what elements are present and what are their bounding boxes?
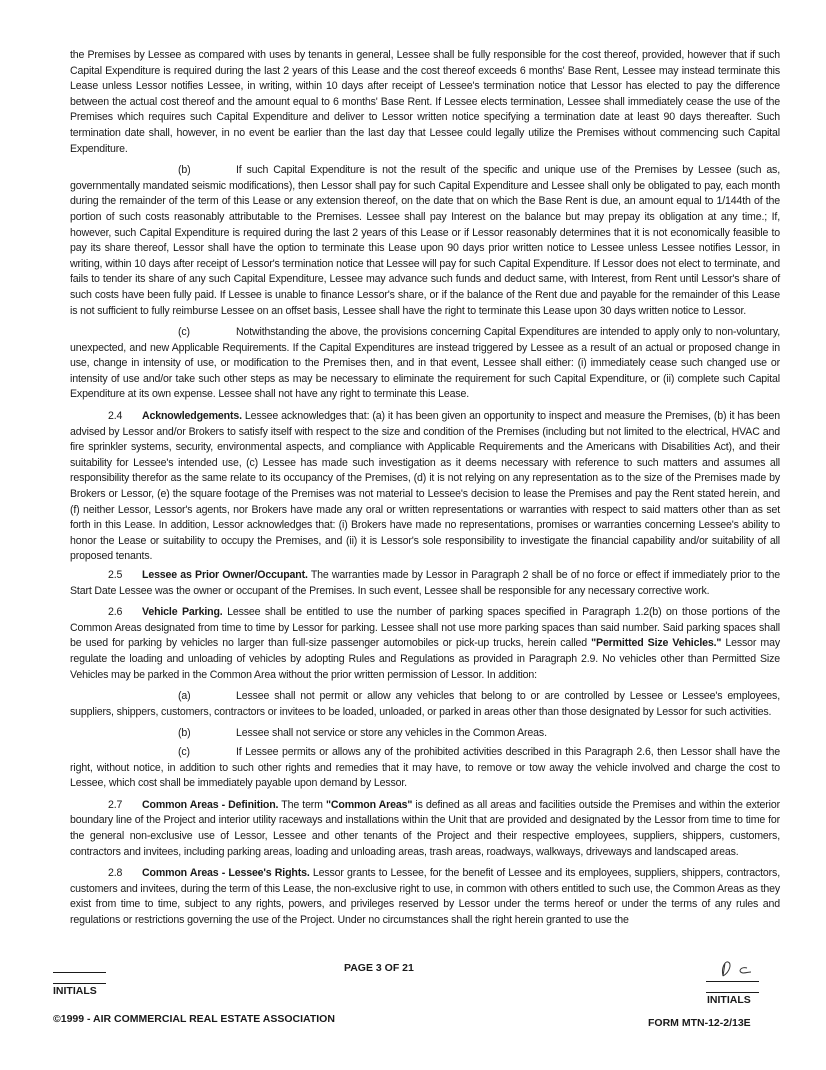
initials-signature <box>717 958 753 980</box>
page-number: PAGE 3 OF 21 <box>344 962 414 974</box>
paragraph-text: The warranties made by Lessor in Paragraph 2 shall be of no force or effect if immediately prior to the Start Date Lessee was the owner or occupant of the Premises. In such event, Lessee shall be responsible for any necessary corrective work. <box>70 569 781 597</box>
section-2-5 <box>70 568 780 599</box>
paragraph-2-6-a <box>70 689 780 720</box>
paragraph-text: Lessor may regulate the loading and unloading of vehicles by adopting Rules and Regulations as provided in Paragraph 2.9. No vehicles other than Permitted Size Vehicles may be parked in the Common Area without the prior written permission of Lessor. In addition: <box>70 637 780 681</box>
paragraph-text: Lessee acknowledges that: (a) it has been given an opportunity to inspect and measure the Premises, (b) it has been advised by Lessor and/or Brokers to satisfy itself with respect to the size and condition of the Premises (including but not limited to the electrical, HVAC and fire sprinkler systems, security, environmental aspects, and compliance with Applicable Requirements and the Americans with Disabilities Act), and their suitability for Lessee's intended use, (c) Lessee has made such investigation as it deems necessary with reference to such matters and assumes all responsibility therefor as the same relate to its occupancy of the Premises, (d) it is not relying on any representation as to the size of the Premises made by Brokers or Lessor, (e) the square footage of the Premises was not material to Lessee's decision to lease the Premises and pay the Rent stated herein, and (f) neither Lessor, Lessor's agents, nor Brokers have made any oral or written representations or warranties with respect to said matters other than as set forth in this Lease. In addition, Lessor acknowledges that: (i) Brokers have made no representations, promises or warranties concerning Lessee's ability to honor the Lease or suitability to occupy the Premises, and (ii) it is Lessor's sole responsibility to investigate the financial capability and/or suitability of all proposed tenants. <box>70 410 780 563</box>
section-heading: Common Areas - Definition. <box>142 798 279 811</box>
paragraph-text: Notwithstanding the above, the provisions concerning Capital Expenditures are intended to apply only to non-voluntary, unexpected, and new Applicable Requirements. If the Capital Expenditures are instead triggered by Lessee as a result of an actual or proposed change in use, change in intensity of use, or modification to the Premises then, and in that event, Lessee shall either: (i) immediately cease such changed use or intensity of use and/or take such other steps as may be necessary to eliminate the requirement for such Capital Expenditure, or (ii) complete such Capital Expenditure at its own expense. Lessee shall not have any right to terminate this Lease. <box>70 326 780 401</box>
lease-page-body <box>70 48 780 934</box>
paragraph-marker: (a) <box>178 690 191 703</box>
section-2-8 <box>70 866 780 928</box>
section-number: 2.8 <box>108 867 123 880</box>
initials-line-left-top <box>53 972 106 973</box>
section-number: 2.4 <box>108 410 123 423</box>
defined-term: "Permitted Size Vehicles." <box>591 637 722 650</box>
initials-line-right-bottom <box>706 992 759 993</box>
paragraph-2-6-b <box>70 726 780 742</box>
form-number: FORM MTN-12-2/13E <box>648 1017 751 1029</box>
section-2-6 <box>70 605 780 683</box>
section-2-4 <box>70 409 780 565</box>
paragraph-text: Lessee shall not service or store any vehicles in the Common Areas. <box>236 727 547 740</box>
paragraph-text: If such Capital Expenditure is not the result of the specific and unique use of the Premises by Lessee (such as, governmentally mandated seismic modifications), then Lessor shall pay for such Capital Expenditure and Lessee shall only be obligated to pay, each month during the remainder of the term of this Lease or any extension thereof, on the date that on which the Base Rent is due, an amount equal to 1/144th of the portion of such costs reasonably attributable to the Premises. Lessee shall pay Interest on the balance but may prepay its obligation at any time.; If, however, such Capital Expenditure is required during the last 2 years of this Lease or if Lessor reasonably determines that it is not economically feasible to pay its share thereof, Lessor shall have the option to terminate this Lease upon 90 days prior written notice to Lessee unless Lessee notifies Lessor, in writing, within 10 days after receipt of Lessor's termination notice that Lessee will pay for such Capital Expenditure. If Lessor does not elect to terminate, and fails to tender its share of any such Capital Expenditure, Lessee may advance such funds and deduct same, with Interest, from Rent until Lessor's share of such costs have been fully paid. If Lessee is unable to finance Lessor's share, or if the balance of the Rent due and payable for the remainder of this Lease is not sufficient to fully reimburse Lessee on an offset basis, Lessee shall have the right to terminate this Lease upon 30 days written notice to Lessor. <box>70 164 780 317</box>
paragraph-marker: (c) <box>178 326 190 339</box>
paragraph-text: Lessee shall not permit or allow any vehicles that belong to or are controlled by Lessee or Lessee's employees, suppliers, shippers, customers, contractors or invitees to be loaded, unloaded, or parked in areas other than those designated by Lessor for such activities. <box>70 690 780 718</box>
defined-term: "Common Areas" <box>326 798 413 811</box>
section-heading: Common Areas - Lessee's Rights. <box>142 867 310 880</box>
section-heading: Lessee as Prior Owner/Occupant. <box>142 569 308 581</box>
initials-label-right: INITIALS <box>707 994 751 1006</box>
paragraph-continuation <box>70 48 780 157</box>
paragraph-text: the Premises by Lessee as compared with uses by tenants in general, Lessee shall be fully responsible for the cost thereof, provided, however that if such Capital Expenditure is required during the last 2 years of this Lease and the cost thereof exceeds 6 months' Base Rent, Lessee may instead terminate this Lease unless Lessor notifies Lessee, in writing, within 10 days after receipt of Lessee's termination notice that Lessor has elected to pay the difference between the actual cost thereof and the amount equal to 6 months' Base Rent. If Lessee elects termination, Lessee shall immediately cease the use of the Premises which requires such Capital Expenditure and deliver to Lessor written notice specifying a termination date at least 90 days thereafter. Such termination date shall, however, in no event be earlier than the last day that Lessee could legally utilize the Premises without commencing such Capital Expenditure. <box>70 49 780 155</box>
paragraph-text: Lessor grants to Lessee, for the benefit of Lessee and its employees, suppliers, shippers, contractors, customers and invitees, during the term of this Lease, the non-exclusive right to use, in common with others entitled to such use, the Common Areas as they exist from time to time, subject to any rights, powers, and privileges reserved by Lessor under the terms hereof or under the terms of any rules and regulations or restrictions governing the use of the Project. Under no circumstances shall the right herein granted to use the <box>70 867 780 926</box>
section-2-7 <box>70 798 780 860</box>
section-heading: Vehicle Parking. <box>142 606 223 619</box>
paragraph-marker: (b) <box>178 727 191 740</box>
paragraph-marker: (b) <box>178 164 191 177</box>
section-number: 2.7 <box>108 798 123 811</box>
paragraph-c <box>70 325 780 403</box>
initials-label-left: INITIALS <box>53 985 97 997</box>
section-number: 2.5 <box>108 569 123 581</box>
initials-line-left-bottom <box>53 983 106 984</box>
section-number: 2.6 <box>108 606 123 619</box>
copyright-notice: ©1999 - AIR COMMERCIAL REAL ESTATE ASSOCIATION <box>53 1013 335 1025</box>
paragraph-text: Lessee shall be entitled to use the number of parking spaces specified in Paragraph 1.2(b) on those portions of the Common Areas designated from time to time by Lessor for parking. Lessee shall not use more parking spaces than said number. Said parking spaces shall be used for parking by vehicles no larger than full-size passenger automobiles or pick-up trucks, herein called <box>70 606 781 650</box>
paragraph-marker: (c) <box>178 745 190 758</box>
initials-line-right-top <box>706 981 759 982</box>
paragraph-text: is defined as all areas and facilities outside the Premises and within the exterior boundary line of the Project and interior utility raceways and installations within the Unit that are provided and designated by the Lessor from time to time for the general non-exclusive use of Lessor, Lessee and other tenants of the Project and their respective employees, suppliers, shippers, customers, contractors and invitees, including parking areas, loading and unloading areas, trash areas, roadways, walkways, driveways and landscaped areas. <box>70 798 780 858</box>
paragraph-2-6-c <box>70 745 780 792</box>
paragraph-b <box>70 163 780 319</box>
paragraph-text: The term <box>278 798 327 811</box>
paragraph-text: If Lessee permits or allows any of the prohibited activities described in this Paragraph 2.6, then Lessor shall have the right, without notice, in addition to such other rights and remedies that it may have, to remove or tow away the vehicle involved and charge the cost to Lessee, which cost shall be immediately payable upon demand by Lessor. <box>70 745 780 790</box>
section-heading: Acknowledgements. <box>142 410 242 423</box>
